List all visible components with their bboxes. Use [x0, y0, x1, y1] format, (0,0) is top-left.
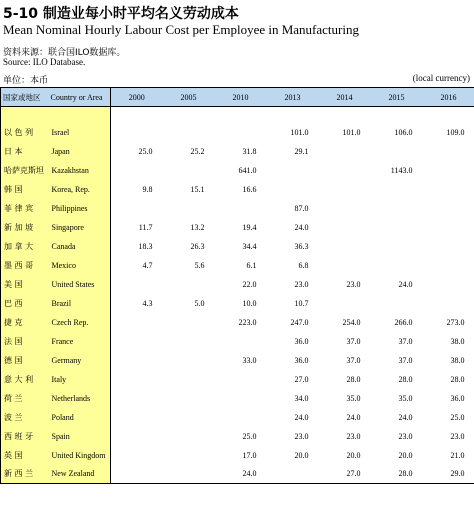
cost-value-cell: 31.8: [242, 146, 257, 156]
header-year: 2010: [215, 88, 267, 107]
cost-value-cell: 24.0: [346, 412, 361, 422]
cost-value-cell: [319, 294, 371, 313]
country-name-cn: 捷 克: [1, 313, 49, 332]
country-name-en: Israel: [49, 123, 111, 142]
cost-value-cell: 87.0: [294, 203, 309, 213]
cost-value-cell: 15.1: [190, 184, 205, 194]
cost-value-cell: 109.0: [446, 127, 465, 137]
table-row: [1, 446, 474, 465]
cost-value-cell: 29.0: [423, 465, 474, 484]
cost-value-cell: 19.4: [242, 222, 257, 232]
cost-value-cell: [371, 256, 423, 275]
country-name-cn: 日 本: [1, 142, 49, 161]
country-name-en: Korea, Rep.: [49, 180, 111, 199]
cost-value-cell: [163, 313, 215, 332]
header-year: 2015: [371, 88, 423, 107]
cost-value-cell: 10.0: [242, 298, 257, 308]
unit-note-en: (local currency): [412, 73, 470, 83]
table-spacer-row: [1, 107, 474, 123]
table-row: [1, 237, 474, 256]
country-name-en: Mexico: [49, 256, 111, 275]
country-name-en: New Zealand: [49, 465, 111, 484]
cost-value-cell: 33.0: [242, 355, 257, 365]
cost-value-cell: 23.0: [294, 431, 309, 441]
table-row: [1, 218, 474, 237]
table-body: [1, 107, 474, 484]
cost-value-cell: [423, 275, 474, 294]
country-name-cn: 波 兰: [1, 408, 49, 427]
cost-value-cell: [163, 123, 215, 142]
country-name-en: France: [49, 332, 111, 351]
cost-value-cell: [163, 446, 215, 465]
cost-value-cell: [111, 332, 163, 351]
cost-value-cell: 22.0: [242, 279, 257, 289]
cost-value-cell: [111, 408, 163, 427]
cost-value-cell: [215, 389, 267, 408]
cost-value-cell: 36.0: [450, 393, 465, 403]
cost-value-cell: 4.7: [142, 260, 153, 270]
cost-value-cell: [319, 256, 371, 275]
country-name-en: Singapore: [49, 218, 111, 237]
cost-value-cell: 101.0: [342, 127, 361, 137]
cost-value-cell: 17.0: [242, 450, 257, 460]
cost-value-cell: 273.0: [446, 317, 465, 327]
cost-value-cell: [111, 275, 163, 294]
cost-value-cell: 25.0: [242, 431, 257, 441]
country-name-en: Japan: [49, 142, 111, 161]
cost-value-cell: 38.0: [450, 355, 465, 365]
table-row: [1, 199, 474, 218]
cost-value-cell: 24.0: [294, 412, 309, 422]
cost-value-cell: 37.0: [346, 336, 361, 346]
table-row: [1, 465, 474, 484]
cost-value-cell: [319, 218, 371, 237]
cost-value-cell: [111, 123, 163, 142]
cost-value-cell: [319, 142, 371, 161]
country-name-en: Spain: [49, 427, 111, 446]
cost-value-cell: [319, 180, 371, 199]
header-year: 2000: [111, 88, 163, 107]
cost-value-cell: 23.0: [346, 431, 361, 441]
table-row: [1, 313, 474, 332]
cost-value-cell: 25.0: [138, 146, 153, 156]
cost-value-cell: [111, 370, 163, 389]
cost-value-cell: 36.3: [294, 241, 309, 251]
table-row: [1, 180, 474, 199]
cost-value-cell: [111, 427, 163, 446]
country-name-en: Germany: [49, 351, 111, 370]
cost-value-cell: 20.0: [346, 450, 361, 460]
cost-value-cell: [111, 351, 163, 370]
cost-value-cell: 254.0: [342, 317, 361, 327]
cost-value-cell: 38.0: [450, 336, 465, 346]
country-name-cn: 加 拿 大: [1, 237, 49, 256]
cost-value-cell: [215, 408, 267, 427]
cost-value-cell: [423, 142, 474, 161]
cost-value-cell: [371, 180, 423, 199]
cost-value-cell: 23.0: [398, 431, 413, 441]
cost-value-cell: 6.1: [246, 260, 257, 270]
cost-value-cell: 5.0: [194, 298, 205, 308]
cost-value-cell: [371, 294, 423, 313]
table-row: [1, 351, 474, 370]
country-name-en: Netherlands: [49, 389, 111, 408]
cost-value-cell: [163, 465, 215, 484]
unit-note-cn: 单位：本币: [3, 76, 49, 86]
cost-value-cell: 9.8: [142, 184, 153, 194]
table-row: [1, 332, 474, 351]
cost-value-cell: 34.4: [242, 241, 257, 251]
country-name-en: Philippines: [49, 199, 111, 218]
cost-value-cell: [319, 199, 371, 218]
country-name-en: Canada: [49, 237, 111, 256]
header-year: 2016: [423, 88, 474, 107]
cost-value-cell: [215, 199, 267, 218]
table-row: [1, 142, 474, 161]
cost-value-cell: [267, 180, 319, 199]
cost-value-cell: [215, 332, 267, 351]
cost-value-cell: 266.0: [394, 317, 413, 327]
table-row: [1, 161, 474, 180]
country-name-en: Italy: [49, 370, 111, 389]
cost-value-cell: 4.3: [142, 298, 153, 308]
table-row: [1, 370, 474, 389]
cost-value-cell: [163, 275, 215, 294]
cost-value-cell: 6.8: [298, 260, 309, 270]
cost-value-cell: 20.0: [294, 450, 309, 460]
cost-value-cell: 18.3: [138, 241, 153, 251]
country-name-en: United Kingdom: [49, 446, 111, 465]
cost-value-cell: 34.0: [294, 393, 309, 403]
country-name-cn: 荷 兰: [1, 389, 49, 408]
table-header-row: [1, 88, 474, 107]
cost-value-cell: [423, 218, 474, 237]
table-row: [1, 389, 474, 408]
cost-value-cell: 5.6: [194, 260, 205, 270]
cost-value-cell: [163, 427, 215, 446]
cost-value-cell: 28.0: [346, 374, 361, 384]
cost-value-cell: [371, 237, 423, 256]
country-name-cn: 巴 西: [1, 294, 49, 313]
cost-value-cell: [163, 389, 215, 408]
country-name-cn: 菲 律 宾: [1, 199, 49, 218]
cost-value-cell: [423, 161, 474, 180]
cost-value-cell: 24.0: [398, 279, 413, 289]
header-year: 2005: [163, 88, 215, 107]
table-row: [1, 408, 474, 427]
cost-value-cell: [423, 199, 474, 218]
cost-value-cell: [163, 370, 215, 389]
cost-value-cell: 20.0: [398, 450, 413, 460]
header-year: 2014: [319, 88, 371, 107]
cost-value-cell: 28.0: [371, 465, 423, 484]
cost-value-cell: 37.0: [346, 355, 361, 365]
country-name-en: Brazil: [49, 294, 111, 313]
cost-value-cell: 35.0: [398, 393, 413, 403]
cost-value-cell: 25.2: [190, 146, 205, 156]
cost-value-cell: 24.0: [294, 222, 309, 232]
cost-value-cell: [423, 180, 474, 199]
cost-value-cell: [423, 294, 474, 313]
cost-value-cell: 641.0: [238, 165, 257, 175]
country-name-cn: 哈萨克斯坦: [1, 161, 49, 180]
labour-cost-table: [0, 87, 474, 484]
cost-value-cell: 26.3: [190, 241, 205, 251]
cost-value-cell: [319, 237, 371, 256]
source-note-en: Source: ILO Database.: [3, 57, 86, 67]
cost-value-cell: [267, 161, 319, 180]
cost-value-cell: 27.0: [319, 465, 371, 484]
cost-value-cell: [423, 256, 474, 275]
header-country-cn: 国家或地区: [1, 88, 49, 107]
country-name-en: Czech Rep.: [49, 313, 111, 332]
cost-value-cell: 35.0: [346, 393, 361, 403]
table-row: [1, 294, 474, 313]
cost-value-cell: 223.0: [238, 317, 257, 327]
cost-value-cell: 29.1: [294, 146, 309, 156]
cost-value-cell: 10.7: [294, 298, 309, 308]
cost-value-cell: 21.0: [450, 450, 465, 460]
cost-value-cell: 36.0: [294, 355, 309, 365]
cost-value-cell: 16.6: [242, 184, 257, 194]
table-row: [1, 275, 474, 294]
cost-value-cell: 37.0: [398, 355, 413, 365]
cost-value-cell: 23.0: [294, 279, 309, 289]
cost-value-cell: 24.0: [398, 412, 413, 422]
cost-value-cell: [163, 332, 215, 351]
source-note-cn: 资料来源：联合国ILO数据库。: [3, 48, 126, 58]
header-country-en: Country or Area: [49, 88, 111, 107]
cost-value-cell: [111, 161, 163, 180]
country-name-cn: 新 西 兰: [1, 465, 49, 484]
cost-value-cell: [423, 237, 474, 256]
cost-value-cell: [111, 199, 163, 218]
cost-value-cell: [111, 389, 163, 408]
cost-value-cell: 247.0: [290, 317, 309, 327]
country-name-cn: 墨 西 哥: [1, 256, 49, 275]
table-row: [1, 427, 474, 446]
cost-value-cell: 37.0: [398, 336, 413, 346]
page-title-en: Mean Nominal Hourly Labour Cost per Employee in Manufacturing: [3, 22, 359, 37]
cost-value-cell: 24.0: [215, 465, 267, 484]
country-name-cn: 法 国: [1, 332, 49, 351]
country-name-cn: 韩 国: [1, 180, 49, 199]
cost-value-cell: [111, 313, 163, 332]
cost-value-cell: [267, 465, 319, 484]
cost-value-cell: 23.0: [346, 279, 361, 289]
cost-value-cell: 36.0: [294, 336, 309, 346]
cost-value-cell: [111, 465, 163, 484]
cost-value-cell: [371, 142, 423, 161]
country-name-cn: 英 国: [1, 446, 49, 465]
country-name-en: United States: [49, 275, 111, 294]
country-name-cn: 美 国: [1, 275, 49, 294]
cost-value-cell: [163, 351, 215, 370]
cost-value-cell: [111, 446, 163, 465]
cost-value-cell: 28.0: [398, 374, 413, 384]
country-name-cn: 德 国: [1, 351, 49, 370]
country-name-cn: 意 大 利: [1, 370, 49, 389]
cost-value-cell: [371, 199, 423, 218]
country-name-en: Poland: [49, 408, 111, 427]
cost-value-cell: [163, 199, 215, 218]
country-name-en: Kazakhstan: [49, 161, 111, 180]
cost-value-cell: 106.0: [394, 127, 413, 137]
table-row: [1, 256, 474, 275]
cost-value-cell: 23.0: [450, 431, 465, 441]
country-name-cn: 以 色 列: [1, 123, 49, 142]
country-name-cn: 新 加 坡: [1, 218, 49, 237]
country-name-cn: 西 班 牙: [1, 427, 49, 446]
cost-value-cell: 27.0: [294, 374, 309, 384]
header-year: 2013: [267, 88, 319, 107]
cost-value-cell: 28.0: [450, 374, 465, 384]
table-row: [1, 123, 474, 142]
cost-value-cell: 1143.0: [390, 165, 413, 175]
cost-value-cell: 101.0: [290, 127, 309, 137]
cost-value-cell: 11.7: [138, 222, 153, 232]
cost-value-cell: [371, 218, 423, 237]
cost-value-cell: [163, 408, 215, 427]
page-title-cn: 5-10 制造业每小时平均名义劳动成本: [3, 6, 239, 22]
cost-value-cell: 25.0: [450, 412, 465, 422]
cost-value-cell: 13.2: [190, 222, 205, 232]
cost-value-cell: [215, 123, 267, 142]
cost-value-cell: [215, 370, 267, 389]
cost-value-cell: [163, 161, 215, 180]
cost-value-cell: [319, 161, 371, 180]
